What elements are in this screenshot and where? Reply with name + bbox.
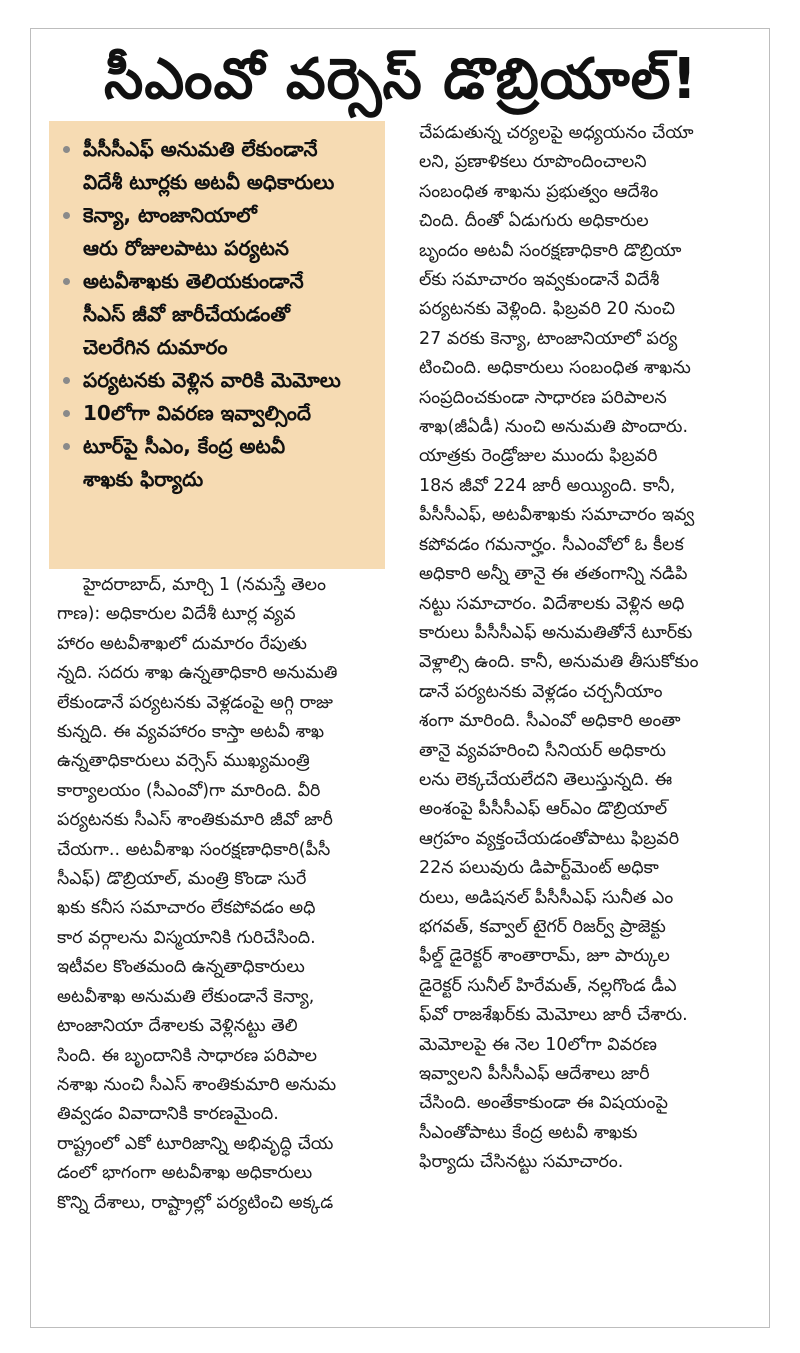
body-line: న్నది. సదరు శాఖ ఉన్నతాధికారి అనుమతి [57,663,338,684]
bullet-icon [63,410,70,417]
body-line: వెళ్లాల్సి ఉంది. కానీ, అనుమతి తీసుకోకుం [419,652,699,673]
body-line: డానే పర్యటనకు వెళ్లడం చర్చనీయాం [419,681,663,702]
highlight-line: ఆరు రోజులపాటు పర్యటన [83,236,289,260]
body-line: లను లెక్కచేయలేదని తెలుస్తున్నది. ఈ [419,769,673,790]
body-line: ల్‌కు సమాచారం ఇవ్వకుండానే విదేశీ [419,270,660,291]
headline: సీఎంవో వర్సెస్ డొబ్రియాల్! [104,47,698,112]
body-line: చింది. దీంతో ఏడుగురు అధికారుల [419,211,649,232]
article-frame [30,28,770,1328]
body-line: ఉన్నతాధికారులు వర్సెస్ ముఖ్యమంత్రి [57,751,310,772]
bullet-icon [63,278,70,285]
bullet-icon [63,443,70,450]
body-line: 27 వరకు కెన్యా, టాంజానియాలో పర్య [419,328,678,349]
body-line: టాంజానియా దేశాలకు వెళ్లినట్టు తెలి [57,1016,298,1037]
highlight-line: 10లోగా వివరణ ఇవ్వాల్సిందే [83,401,312,425]
body-line: యాత్రకు రెండ్రోజుల ముందు ఫిబ్రవరి [419,446,658,467]
body-line: పర్యటనకు సీఎస్ శాంతికుమారి జీవో జారీ [57,810,333,831]
body-line: కార్యాలయం (సీఎంవో)గా మారింది. వీరి [57,780,321,801]
highlight-item [61,430,379,496]
highlight-line: పర్యటనకు వెళ్లిన వారికి మెమోలు [83,368,341,392]
body-line: టించింది. అధికారులు సంబంధిత శాఖను [419,358,691,379]
body-line: అటవీశాఖ అనుమతి లేకుండానే కెన్యా, [57,986,315,1007]
body-line: కారులు పీసీసీఎఫ్ అనుమతితోనే టూర్‌కు [419,622,693,643]
body-column-left [57,571,389,1321]
body-line: శంగా మారింది. సీఎంవో అధికారి అంతా [419,711,681,732]
highlight-line: చెలరేగిన దుమారం [83,335,228,359]
body-column-right [419,119,759,1324]
body-line: కపోవడం గమనార్హం. సీఎంవోలో ఓ కీలక [419,534,684,555]
body-line: ఆగ్రహం వ్యక్తంచేయడంతోపాటు ఫిబ్రవరి [419,828,680,849]
highlights-box [49,121,385,569]
body-line: లని, ప్రణాళికలు రూపొందించాలని [419,152,647,173]
body-line: డంలో భాగంగా అటవీశాఖ అధికారులు [57,1163,313,1184]
highlight-line: సీఎస్ జీవో జారీచేయడంతో [83,302,290,326]
body-line: 22న పలువురు డిపార్ట్‌మెంట్ అధికా [419,858,659,879]
body-line: ఫిర్యాదు చేసినట్టు సమాచారం. [419,1152,624,1173]
body-line: తానై వ్యవహరించి సీనియర్ అధికారు [419,740,666,761]
body-line: ఫ్‌వో రాజశేఖర్‌కు మెమోలు జారీ చేశారు. [419,1005,688,1026]
body-line: అంశంపై పీసీసీఎఫ్ ఆర్ఎం డొబ్రియాల్ [419,799,668,820]
body-line: కార వర్గాలను విస్మయానికి గురిచేసింది. [57,927,316,948]
body-line: సంబంధిత శాఖను ప్రభుత్వం ఆదేశిం [419,181,659,202]
body-line: రులు, అడిషనల్ పీసీసీఎఫ్ సునీత ఎం [419,887,674,908]
body-line: సీఎఫ్) డొబ్రియాల్, మంత్రి కొండా సురే [57,869,307,890]
body-line: ఖకు కనీస సమాచారం లేకపోవడం అధి [57,898,316,919]
highlight-line: శాఖకు ఫిర్యాదు [83,467,204,491]
bullet-icon [63,146,70,153]
body-line: ఇవ్వాలని పీసీసీఎఫ్ ఆదేశాలు జారీ [419,1064,650,1084]
body-line: పీసీసీఎఫ్, అటవీశాఖకు సమాచారం ఇవ్వ [419,505,695,526]
body-line: గాణ): అధికారుల విదేశీ టూర్ల వ్యవ [57,604,296,625]
body-line: సింది. ఈ బృందానికి సాధారణ పరిపాల [57,1045,318,1066]
highlight-line: విదేశీ టూర్లకు అటవీ అధికారులు [83,170,335,194]
body-line: డైరెక్టర్ సునీల్ హిరేమత్, నల్లగొండ డీఎ [419,975,677,996]
body-line: పర్యటనకు వెళ్లింది. ఫిబ్రవరి 20 నుంచి [419,299,675,320]
body-line: మెమోలపై ఈ నెల 10లోగా వివరణ [419,1034,657,1055]
body-line: అధికారి అన్నీ తానై ఈ తతంగాన్ని నడిపి [419,564,688,585]
body-line: నశాఖ నుంచి సీఎస్ శాంతికుమారి అనుమ [57,1074,337,1095]
bullet-icon [63,377,70,384]
body-line: సీఎంతోపాటు కేంద్ర అటవీ శాఖకు [419,1122,638,1143]
body-line: సంప్రదించకుండా సాధారణ పరిపాలన [419,387,667,408]
highlight-line: కెన్యా, టాంజానియాలో [83,203,257,227]
body-line: బృందం అటవీ సంరక్షణాధికారి డొబ్రియా [419,240,682,261]
body-line: హైదరాబాద్, మార్చి 1 (నమస్తే తెలం [83,575,326,595]
body-line: ఇటీవల కొంతమంది ఉన్నతాధికారులు [57,957,305,978]
highlight-item [61,364,379,397]
body-line: చేసింది. అంతేకాకుండా ఈ విషయంపై [419,1093,668,1114]
highlight-item [61,199,379,265]
body-line: భగవత్, కవ్వాల్ టైగర్ రిజర్వ్ ప్రాజెక్టు [419,916,666,937]
highlight-item [61,265,379,364]
body-line: తివ్వడం వివాదానికి కారణమైంది. [57,1104,279,1125]
body-line: చేయగా.. అటవీశాఖ సంరక్షణాధికారి(పీసీ [57,839,331,860]
body-line: ఫీల్డ్ డైరెక్టర్ శాంతారామ్, జూ పార్కుల [419,946,670,967]
body-line: శాఖ(జీఏడీ) నుంచి అనుమతి పొందారు. [419,417,689,438]
body-line: హారం అటవీశాఖలో దుమారం రేపుతు [57,633,307,654]
highlight-line: టూర్‌పై సీఎం, కేంద్ర అటవీ [83,434,286,458]
body-line: 18న జీవో 224 జారీ అయ్యింది. కానీ, [419,475,676,496]
body-line: నట్టు సమాచారం. విదేశాలకు వెళ్లిన అధి [419,593,685,614]
highlight-item [61,133,379,199]
body-line: లేకుండానే పర్యటనకు వెళ్లడంపై అగ్గి రాజు [57,692,333,713]
bullet-icon [63,212,70,219]
highlight-line: అటవీశాఖకు తెలియకుండానే [83,269,304,293]
body-line: రాష్ట్రంలో ఎకో టూరిజాన్ని అభివృద్ధి చేయ [57,1133,334,1154]
body-line: కున్నది. ఈ వ్యవహారం కాస్తా అటవీ శాఖ [57,722,325,743]
body-line: చేపడుతున్న చర్యలపై అధ్యయనం చేయా [419,123,694,143]
highlight-line: పీసీసీఎఫ్ అనుమతి లేకుండానే [83,137,318,161]
highlight-item [61,397,379,430]
body-line: కొన్ని దేశాలు, రాష్ట్రాల్లో పర్యటించి అక్కడ [57,1192,334,1213]
